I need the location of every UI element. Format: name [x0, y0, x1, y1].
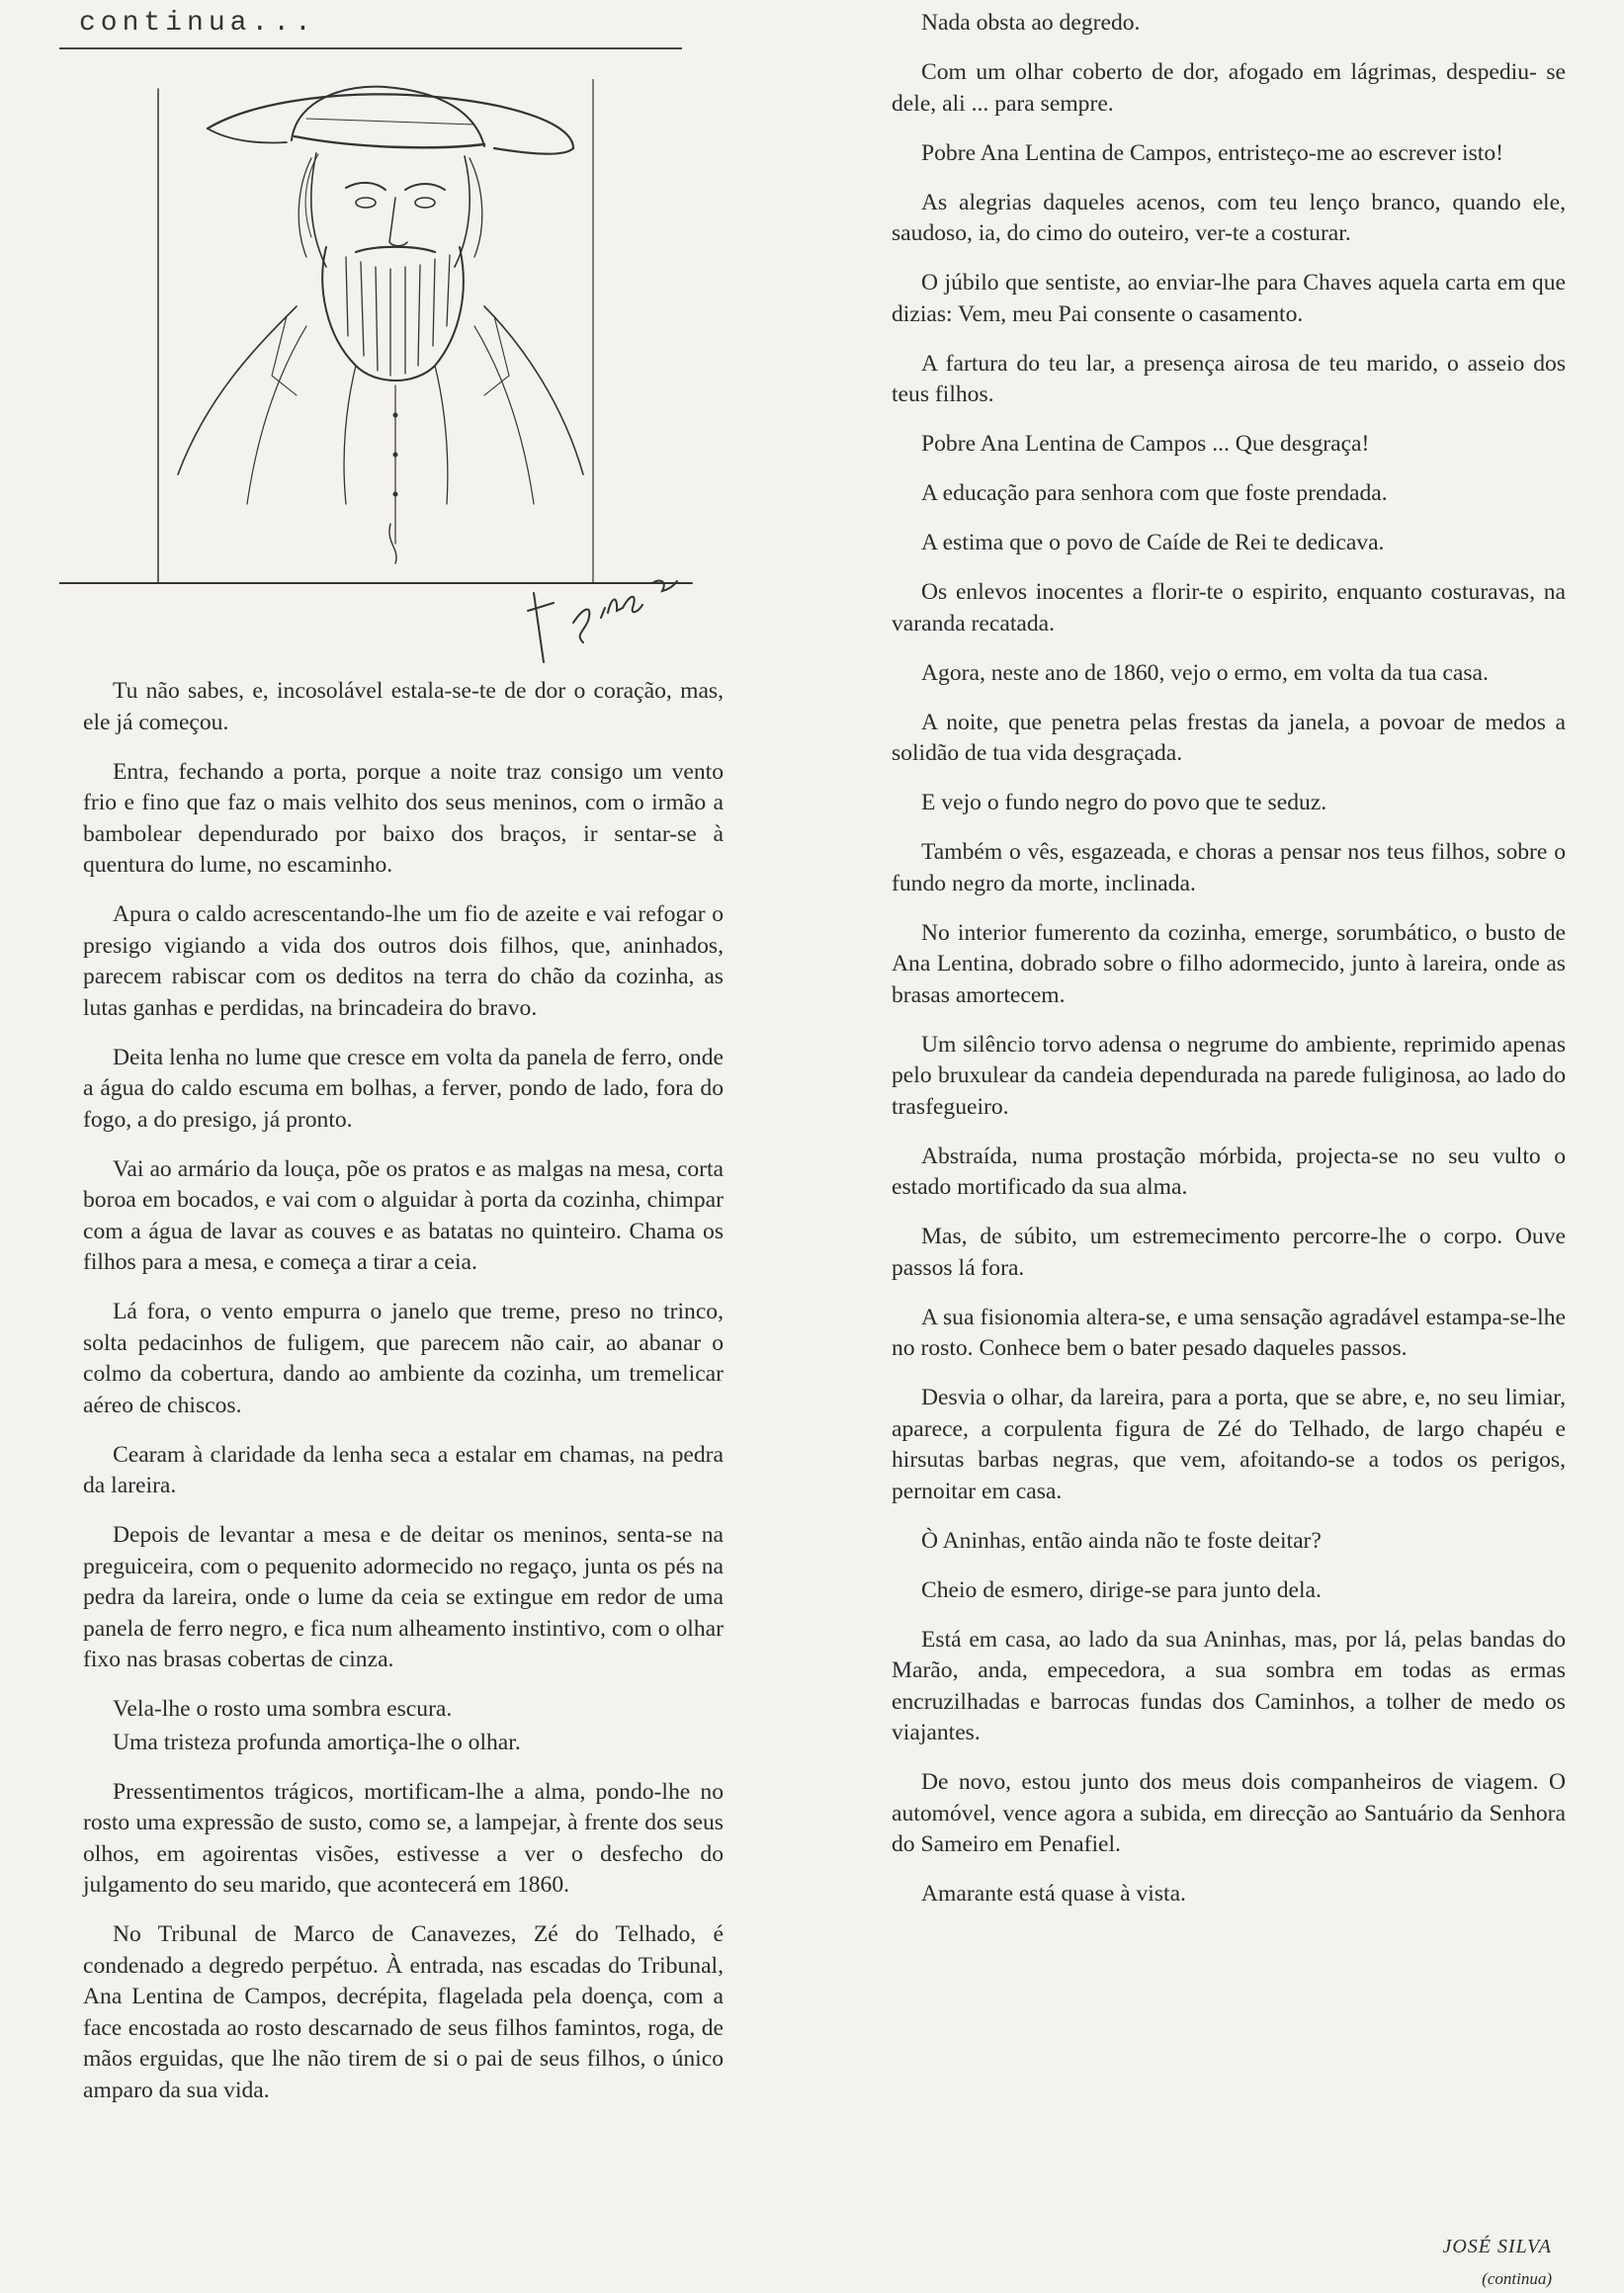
paragraph: As alegrias daqueles acenos, com teu lenço branco, quando ele, saudoso, ia, do cimo do outeiro, ver-te a costurar. [892, 189, 1566, 246]
paragraph: De novo, estou junto dos meus dois companheiros de viagem. O automóvel, vence agora a subida, em direcção ao Santuário da Senhora do Sameiro em Penafiel. [892, 1769, 1566, 1857]
paragraph: O júbilo que sentiste, ao enviar-lhe para Chaves aquela carta em que dizias: Vem, meu Pai consente o casamento. [892, 270, 1566, 327]
paragraph: Desvia o olhar, da lareira, para a porta, que se abre, e, no seu limiar, aparece, a corpulenta figura de Zé do Telhado, de largo chapéu e hirsutas barbas negras, que vem, afoitando-se a todos os perigos, pernoitar em casa. [892, 1385, 1566, 1504]
paragraph: Lá fora, o vento empurra o janelo que treme, preso no trinco, solta pedacinhos de fuligem, que parecem não cair, ao abanar o colmo da cobertura, dando ao ambiente da cozinha, um tremelicar aéreo de chiscos. [83, 1299, 724, 1418]
paragraph: Mas, de súbito, um estremecimento percorre-lhe o corpo. Ouve passos lá fora. [892, 1224, 1566, 1281]
paragraph: Tu não sabes, e, incosolável estala-se-te de dor o coração, mas, ele já começou. [83, 678, 724, 735]
paragraph: Cheio de esmero, dirige-se para junto dela. [921, 1576, 1322, 1603]
paragraph: Os enlevos inocentes a florir-te o espirito, enquanto costuravas, na varanda recatada. [892, 579, 1566, 637]
paragraph: E vejo o fundo negro do povo que te seduz. [921, 790, 1327, 815]
paragraph: No Tribunal de Marco de Canavezes, Zé do Telhado, é condenado a degredo perpétuo. À entrada, nas escadas do Tribunal, Ana Lentina de Campos, decrépita, flagelada pela doença, com a face encostada ao rosto descarnado de seus filhos famintos, roga, de mãos erguidas, que lhe não tirem de si o pai de seus filhos, o único amparo da sua vida. [83, 1921, 724, 2103]
paragraph: Depois de levantar a mesa e de deitar os meninos, senta-se na preguiceira, com o pequenito adormecido no regaço, junta os pés na pedra da lareira, onde o lume da ceia se extingue em redor de uma panela de ferro negro, e fica num alheamento instintivo, com o olhar fixo nas brasas cobertas de cinza. [83, 1522, 724, 1672]
paragraph: Uma tristeza profunda amortiça-lhe o olhar. [113, 1729, 521, 1755]
left-column [83, 676, 724, 2125]
paragraph: Cearam à claridade da lenha seca a estalar em chamas, na pedra da lareira. [83, 1441, 724, 1498]
paragraph: Amarante está quase à vista. [921, 1881, 1186, 1907]
paragraph: Vai ao armário da louça, põe os pratos e as malgas na mesa, corta boroa em bocados, e vai com o alguidar à porta da cozinha, chimpar com a água de lavar as couves e as batatas no quinteiro. Chama os filhos para a mesa, e começa a tirar a ceia. [83, 1155, 724, 1275]
paragraph: Nada obsta ao degredo. [921, 10, 1141, 36]
paragraph: Abstraída, numa prostação mórbida, projecta-se no seu vulto o estado mortificado da sua alma. [892, 1143, 1566, 1200]
paragraph: Pobre Ana Lentina de Campos, entristeço-me ao escrever isto! [921, 139, 1503, 166]
right-column [892, 8, 1566, 1928]
paragraph: Agora, neste ano de 1860, vejo o ermo, em volta da tua casa. [921, 659, 1489, 686]
paragraph: Pressentimentos trágicos, mortificam-lhe a alma, pondo-lhe no rosto uma expressão de susto, como se, a lampejar, à frente dos seus olhos, em agoirentas visões, estivesse a ver o desfecho do julgamento do seu marido, que acontecerá em 1860. [83, 1778, 724, 1898]
artist-signature [514, 563, 702, 672]
paragraph: Com um olhar coberto de dor, afogado em lágrimas, despediu- se dele, ali ... para sempre. [892, 59, 1566, 117]
paragraph: No interior fumerento da cozinha, emerge, sorumbático, o busto de Ana Lentina, dobrado sobre o filho adormecido, junto à lareira, onde as brasas amortecem. [892, 919, 1566, 1008]
continued-note: (continua) [1482, 2269, 1552, 2288]
paragraph: Vela-lhe o rosto uma sombra escura. [113, 1696, 453, 1722]
header-rule [59, 47, 682, 49]
header-continua-label: continua... [79, 8, 316, 39]
paragraph: Entra, fechando a porta, porque a noite traz consigo um vento frio e fino que faz o mais velhito dos seus meninos, com o irmão a bambolear dependurado por baixo dos braços, ir sentar-se à quentura do lume, no escaminho. [83, 758, 724, 878]
author-byline: JOSÉ SILVA [1442, 2236, 1552, 2257]
paragraph: A educação para senhora com que foste prendada. [921, 480, 1388, 506]
paragraph: Também o vês, esgazeada, e choras a pensar nos teus filhos, sobre o fundo negro da morte, inclinada. [892, 839, 1566, 896]
paragraph: Apura o caldo acrescentando-lhe um fio de azeite e vai refogar o presigo vigiando a vida dos outros dois filhos, que, aninhados, parecem rabiscar com os deditos na terra do chão da cozinha, as lutas ganhas e perdidas, na brincadeira do bravo. [83, 901, 724, 1021]
paragraph: Está em casa, ao lado da sua Aninhas, mas, por lá, pelas bandas do Marão, anda, empecedora, a sua sombra em todas as ermas encruzilhadas e barrocas fundas dos Caminhos, a tolher de medo os viajantes. [892, 1626, 1566, 1745]
paragraph: A noite, que penetra pelas frestas da janela, a povoar de medos a solidão de tua vida desgraçada. [892, 709, 1566, 766]
paragraph: A estima que o povo de Caíde de Rei te dedicava. [921, 530, 1385, 555]
paragraph: A fartura do teu lar, a presença airosa de teu marido, o asseio dos teus filhos. [892, 350, 1566, 407]
paragraph: Deita lenha no lume que cresce em volta da panela de ferro, onde a água do caldo escuma em bolhas, a ferver, pondo de lado, fora do fogo, a do presigo, já pronto. [83, 1044, 724, 1133]
paragraph: Ò Aninhas, então ainda não te foste deitar? [921, 1527, 1322, 1554]
paragraph: A sua fisionomia altera-se, e uma sensação agradável estampa-se-lhe no rosto. Conhece bem o bater pesado daqueles passos. [892, 1304, 1566, 1361]
paragraph: Pobre Ana Lentina de Campos ... Que desgraça! [921, 431, 1370, 457]
paragraph: Um silêncio torvo adensa o negrume do ambiente, reprimido apenas pelo bruxulear da candeia dependurada na parede fuliginosa, ao lado do trasfegueiro. [892, 1031, 1566, 1120]
